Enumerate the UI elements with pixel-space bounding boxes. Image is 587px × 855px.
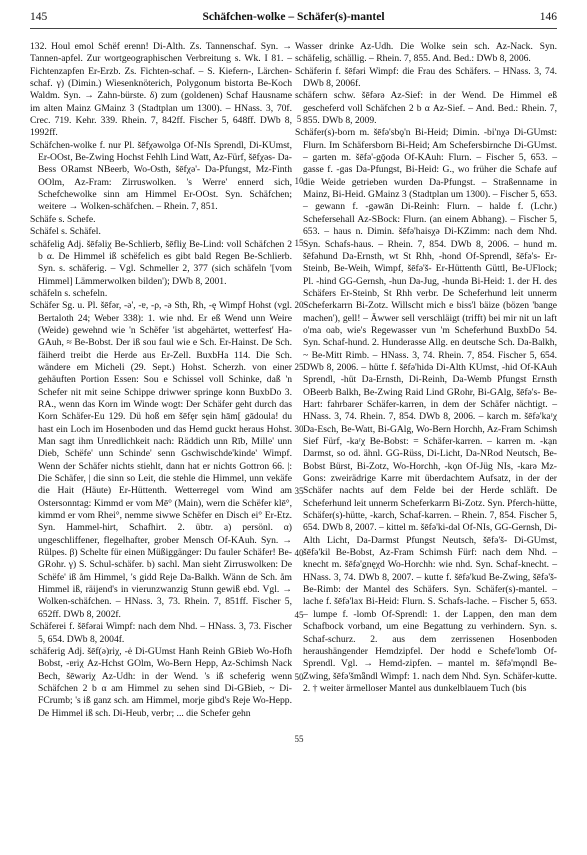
entry-schaefelig: schäfelig Adj. šēfəliχ Be-Schlierb, šēfliχ Be-Lind: voll Schäfchen 2 b α. De Himmel iß schëfelich es gibt bald Regen Be-Schlierb. Syn. s. schäferig. – Vgl. Schmeller 2, 377 (sich schäfeln '[vom Himmel] Lämmerwolken bilden'); DWb 8, 2001. <box>30 238 292 287</box>
page-number-left: 145 <box>30 11 48 23</box>
entry-schaefchen-wolke: Schäfchen-wolke f. nur Pl. šēfχəwolgə Of-NIs Sprendl, Di-KUmst, Er-OOst, Be-Zwing Hochst Fehlh Lind Watt, Az-Fürf, šēfχəs- Da-Bess ORamst NBeerb, Wo-Osth, šēfχə'- Da-Pfungst, Mz-Finth OOlm, Az-Fram: Zirruswolken. 's Werre' ennerd sich, Schefchewolke sinn am Himmel Er-OOst. Syn. Schäfchen; weitere → Wolken-schäfchen. – Rhein. 7, 851. <box>30 139 292 213</box>
entry-schaefer: Schäfer Sg. u. Pl. šēfər, -ə', -ɐ, -ρ, -ə Sth, Rh, -ę Wimpf Hohst (vgl. Bertaloth 24; Weber 338): 1. wie nhd. Er eß Wend unn Weire (Weide) gewehnd wie 'n Schëfer 'ist abgehärtet, wetterfest' Ha-GAuh, ≈ Be-Bobst. Der iß sou faul wie e Sch. Er-Hainst. De Sch. fäiherd treibt die Herde aus Er-Zell. BuxbHa 114. Die Sch. wändere em Micheli (29. Sept.) Hohst. Scherzh. von einer gehäuften Portion Essen: Sou e Schissel voll Schinke, daß 'n Schefer nit mit seine Schippe driwwer springe konn BuxbDo 3. RA., wenn das Korn im Winde wogt: Der Schäfer geht durch das Korn Schäfer-Eu 129. Dü hoß em šēfęr sęin hām[ gādoula! du hast ein Loch im Hosenboden und das Hemd guckt heraus Hohst. Man sagt ihm Unredlichkeit nach: Räddich unn Rīb, Mille' unn Dieb, Schëfe' unn Schinde' senn Gschwischde'kinde' Wimpf. Wenn der Schäfer nichts stiehlt, dann hat er nichts Gottron 66. |: Die Schäfer, | die sinn so Leit, die stehle die Himmel, unn vekäfe die Hait (Häute) Er-Hüttenth. Wetterregel vom Wind am Ostersonntag: Kimmd er vom Mē° (Main), wern die Schëfer klē°, kimmd er vom Rhei°, nemme siwwe Schëfer en Disch ei° Er-Etz. Syn. Hammel-hirt, Schafhirt. 2. übtr. a) persönl. α) ungeschliffener, flegelhafter, grober Mensch Of-KAuh. Syn. → Rülpes. β) Schelte für einen Müßiggänger: Du fauler Schäfer! Be-GRohr. γ) S. Schul-schäfer. b) sachl. Man sieht Zirruswolken: De Schëfe' iß åm Himmel, 's gidd Reje Da-Balkh. Wänn de Sch. åm Himmel iß, räijend's in vierunzwanzig Stunn gewiß ebd. Vgl. → Wolken-schäfchen. – HNass. 3, 73. Rhein. 7, 851ff. Fischer 5, 652ff. DWb 8, 2002f. <box>30 300 292 620</box>
line-number: 20 <box>294 300 304 310</box>
left-column <box>30 41 292 720</box>
entry-schaefel: Schäfel s. Schäfel. <box>30 226 101 238</box>
line-number: 35 <box>294 486 304 496</box>
line-number: 50 <box>294 672 304 682</box>
entry-continuation: Wasser drinke Az-Udh. Die Wolke sein sch. Az-Nack. Syn. schäfelig, schällig. – Rhein. 7, 855. And. Bed.: DWb 8, 2006. <box>295 41 557 65</box>
running-title: Schäfchen-wolke – Schäfer(s)-mantel <box>202 11 385 23</box>
line-number: 55 <box>294 734 304 744</box>
entry-schaeferig: schäferig Adj. šēf(ə)riχ, -ė Di-GUmst Hanh Reinh GBieb Wo-Hofh Bobst, -ɐriχ Az-Hchst GOlm, Wo-Bern Hepp, Az-Schimsh Nack Bech, šēwəriχ Az-Udh: in der Wend. 's iß scheferig wenn Schäfchen 2 b α am Himmel zu sehen sind Di-GBieb, ~ Di-FCrumb; 's iß ganz sch. am Himmel, morje gibd's Reje Wo-Hepp. De Himmel iß sch. Di-Heub, verbr; ... die Schefer gehn <box>30 645 292 719</box>
line-number: 25 <box>294 362 304 372</box>
line-number: 10 <box>294 176 304 186</box>
entry-schaefern: schäfern schw. šēfərə Az-Sief: in der Wend. De Himmel eß gescheferd voll Schäfchen 2 b α Az-Sief. – And. Bed.: Rhein. 7, 855. DWb 8, 2009. <box>295 90 557 127</box>
entry-schaeferei: Schäferei f. šēfərai Wimpf: nach dem Nhd. – HNass. 3, 73. Fischer 5, 654. DWb 8, 2004f. <box>30 621 292 645</box>
page-number-right: 146 <box>539 11 557 23</box>
line-number: 30 <box>294 424 304 434</box>
entry-schaeferin: Schäferin f. šēfəri Wimpf: die Frau des Schäfers. – HNass. 3, 74. DWb 8, 2006f. <box>295 65 557 90</box>
page-header <box>30 10 557 29</box>
right-column <box>295 41 557 695</box>
entry-continuation: 132. Houl emol Schëf erenn! Di-Alth. Zs. Tannenschaf. Syn. → Tannen-apfel. Zur wortgeographischen Verbreitung s. Wk. I 81. – Fichtenzapfen Er-Erzb. Zs. Fichten-schaf. – S. Kiefern-, Lärchen-schaf. γ) (Dimin.) Wiesenknöterich, Polygonum bistorta Be-Koch Waldm. Syn. → Zahn-bürste. δ) zum (goldenen) Schaf Hausname im alten Mainz GMainz 3 (Stadtplan um 1300). – HNass. 3, 70f. Crec. 719. Kehr. 339. Rhein. 7, 842ff. Fischer 5, 648ff. DWb 8, 1992ff. <box>30 41 292 139</box>
entry-schaefeln: schäfeln s. schefeln. <box>30 287 108 299</box>
entry-schaefe: Schäfe s. Schefe. <box>30 213 96 225</box>
line-number: 5 <box>296 114 302 124</box>
line-number: 15 <box>294 238 304 248</box>
entry-schaefers-born: Schäfer(s)-born m. šēfə'sbǫ'n Bi-Heid; Dimin. -bi'nχə Di-GUmst: Flurn. Im Schäfersborn Bi-Heid; Am Schefersbirnche Di-GUmst. – garten m. šēfə'-gǭodə Of-KAuh: Flurn. – Fischer 5, 653. – gasse f. -gas Da-Pfungst, Bi-Heid: G., wo früher die Schafe auf die Weide getrieben wurden Da-Pfungst. – Straßenname in Mainz, Bi-Heid. GMainz 3 (Stadtplan um 1300). – Fischer 5, 653. – gewann f. -gəwān Di-Reinh: Flurn. – halde f. (Lchr.) Schefersehall Az-SBock: Flurn. (an einem Abhang). – Fischer 5, 653. – haus n. Dimin. šēfə'haisχə Di-KZimm: nach dem Nhd. Syn. Schafs-haus. – Rhein. 7, 854. DWb 8, 2006. – hund m. šēfəhund Da-Ernsth, wt St Rhh, -hond Of-Sprendl, šēfə's- Er-Steinb, Be-Weih, Wimpf, šēfə'š- Er-Hüttenth Güttl, Be-UFlock; Pl. -hind GG-Gernsh, -hun Da-Jug, -hundə Bi-Heid: 1. der H. des Schäfers Er-Steinb, St Rhh verbr. De Scheferhund leit unnerm Scheferkarrn Bi-Zotz. Willscht mich e biss'l bäize (bözen 'bange machen'), gell! – Äwwer sell verschläigt (trifft) bei mir nit un laft o'ma oab, wie's Regewasser vun 'm Scheferhund BuxbDo 54. Syn. Schaf-hund. 2. Hunderasse Allg. en deutsche Sch. Da-Balkh, ~ Be-Mitt Rimb. – HNass. 3, 74. Rhein. 7, 854. Fischer 5, 654. DWb 8, 2006. – hütte f. šēfə'hidə Di-Alth KUmst, -hid Of-KAuh Sprendl, -hüt Da-Ernsth, Di-Reinh, Da-Wemb Pfungst Ernsth OBeerb Balkh, Be-Zwing Raid Lind GRohr, Bi-GAlg, šēfə's- Be-Hart: fahrbarer Schäfer-karren, in dem der Schäfer nächtigt. – HNass. 3, 74. Rhein. 7, 854. DWb 8, 2006. – karch m. šēfə'kaʳχ Da-Esch, Be-Watt, Bi-GAlg, Wo-Bern Horchh, Az-Fram Schimsh Sief Fürf, -kaʳχ Be-Bobst: = Schäfer-karren. – karren m. -kạn Darmst, so od. ähnl. GG-Rüss, Di-Licht, Da-NRod Neutsch, Be-Bobst Bürst, Bi-Zotz, Wo-Horchh, -kǫn Of-Jüg NIs, -karə Mz-Gons: zweirädrige Karre mit überdachtem Aufsatz, in der der Schäfer nachts auf dem Felde bei der Herde schläft. De Scheferhund leit unnerm Scheferkarrn Bi-Zotz. Syn. Pferch-hütte, Schäfer(s)-hütte, -karch, Schaf-karren. – Rhein. 7, 854. Fischer 5, 654. DWb 8, 2007. – kittel m. šēfə'ki-dəl Of-NIs, GG-Gernsh, Di-Alth Licht, Da-Darmst Pfungst Neutsch, šēfə'š- Di-GUmst, šēfə'kil Be-Bobst, Az-Fram Schimsh Fürf: nach dem Nhd. – knecht m. šēfə'gnęχd Wo-Horchh: wie nhd. Syn. Schaf-knecht. – HNass. 3, 74. DWb 8, 2007. – kutte f. šēfə'kud Be-Zwing, šēfə'š- Be-Rimb: der Mantel des Schäfers. Syn. Schäfer(s)-mantel. – lache f. šēfə'lax Bi-Heid: Flurn. S. Schafs-lache. – Fischer 5, 653. – lumpe f. -lomb Of-Sprendl: 1. der Lappen, den man dem Schafbock vorband, um eine Begattung zu verhindern. Syn. s. Schaf-schurz. 2. aus dem zerrissenen Hosenboden heraushängender Hemdzipfel. Der hodd e Schefe'lomb Of-Sprendl. Vgl. → Hemd-zipfen. – mantel m. šēfə'mǫndl Be-Zwing, šēfə'šmǟndl Wimpf: 1. nach dem Nhd. Syn. Schäfer-kutte. 2. † weiter ärmelloser Mantel aus dunkelblauem Tuch (bis <box>295 127 557 694</box>
line-number: 45 <box>294 610 304 620</box>
line-number: 40 <box>294 548 304 558</box>
